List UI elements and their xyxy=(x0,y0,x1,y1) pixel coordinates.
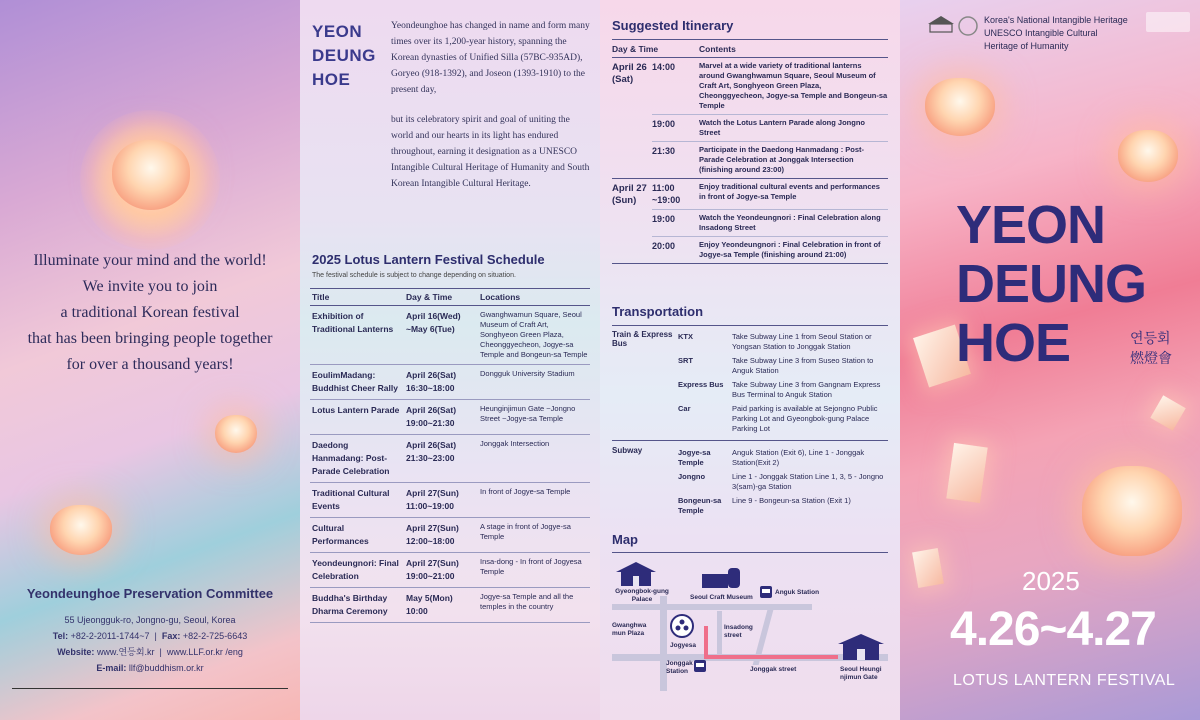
transport-title: Transportation xyxy=(612,304,704,319)
itinerary-row: 19:00 Watch the Lotus Lantern Parade along Jongno Street xyxy=(652,115,888,142)
table-row: Daedong Hanmadang: Post-Parade Celebration April 26(Sat) 21:30~23:00 Jonggak Intersection xyxy=(310,435,590,483)
transport-row: Jogye-sa Temple Anguk Station (Exit 6), Line 1 - Jonggak Station(Exit 2) xyxy=(678,448,865,467)
lotus-lantern-icon xyxy=(50,505,112,555)
festival-year: 2025 xyxy=(1022,566,1080,596)
map-label: Jonggak Station xyxy=(666,660,693,675)
website-link[interactable]: www.연등회.kr xyxy=(96,647,155,657)
korean-title: 연등회 燃燈會 xyxy=(1130,330,1172,366)
schedule-title: 2025 Lotus Lantern Festival Schedule xyxy=(312,252,545,267)
map-road xyxy=(717,611,722,656)
schedule-note: The festival schedule is subject to change depending on situation. xyxy=(312,272,516,279)
itinerary-title: Suggested Itinerary xyxy=(612,18,734,33)
festival-title: YEON DEUNG HOE xyxy=(956,195,1147,373)
day-label: April 27 (Sun) xyxy=(612,183,647,206)
festival-map[interactable] xyxy=(612,556,888,691)
map-road xyxy=(612,604,812,610)
day-label: April 26 (Sat) xyxy=(612,62,647,85)
subway-icon xyxy=(694,660,706,672)
sponsor-logo xyxy=(1146,12,1190,32)
transport-row: KTX Take Subway Line 1 from Seoul Station or Yongsan Station to Jonggak Station xyxy=(678,332,872,351)
divider xyxy=(612,39,888,40)
subway-icon xyxy=(760,586,772,598)
invitation-text: Illuminate your mind and the world! We invite you to join a traditional Korean festival that has been bringing people together for over a thousand years! xyxy=(27,252,273,373)
map-road xyxy=(660,596,667,691)
lotus-lantern-icon xyxy=(1118,130,1178,182)
festival-name: LOTUS LANTERN FESTIVAL xyxy=(953,672,1176,689)
transport-row: Bongeun-sa Temple Line 9 - Bongeun-sa Station (Exit 1) xyxy=(678,496,851,515)
schedule-table xyxy=(310,288,590,623)
parade-route xyxy=(708,655,838,659)
itinerary-row: 21:30 Participate in the Daedong Hanmadang : Post-Parade Celebration at Jonggak Intersection (finishing around 23:00) xyxy=(652,145,865,174)
lotus-lantern-icon xyxy=(1082,466,1182,556)
map-label: Seoul Craft Museum xyxy=(690,594,753,601)
table-row: Cultural Performances April 27(Sun) 12:00~18:00 A stage in front of Jogye-sa Temple xyxy=(310,518,590,553)
itinerary-table: Day & Time Contents April 26 (Sat) 14:00 Marvel at a wide variety of traditional lanterns around Gwanghwamun Square, Seoul Museum of Craft Art, Songhyeon Green Plaza, Cheonggyecheon, Jogye-sa Temple and Bongeun-sa Temple 19:00 Watch the Lotus Lantern Parade along Jongno Street 21:30 Participate in the Daedong Hanmadang : Post-Parade Celebration at Jonggak Intersection (finishing around 23:00) April 27 (Sun) 11:00 ~19:00 Enjoy traditional cultural events and performances in front of Jogye-sa Temple 19:00 Watch the Yeondeungnori : Final Celebration along Insadong Street 20:00 Enjoy Yeondeungnori : Final Celebration in front of Jogye-sa Temple (finishing around 21:00) xyxy=(612,44,888,264)
transport-row: Car Paid parking is available at Sejongno Public Parking Lot and Gyeongbok-gung Palace Parking Lot xyxy=(678,404,878,433)
festival-dates: 4.26~4.27 xyxy=(950,603,1156,656)
temple-icon xyxy=(670,614,694,638)
map-label: Anguk Station xyxy=(775,589,820,596)
itinerary-row: 11:00 ~19:00 Enjoy traditional cultural events and performances in front of Jogye-sa Temple xyxy=(652,179,888,210)
contact-info: 55 Ujeongguk-ro, Jongno-gu, Seoul, Korea Tel: +82-2-2011-1744~7 | Fax: +82-2-725-6643 Website: www.연등회.kr | www.LLF.or.kr /eng E-mail: llf@buddhism.or.kr xyxy=(52,615,248,673)
transport-table: Train & Express Bus KTX Take Subway Line 1 from Seoul Station or Yongsan Station to Jonggak Station SRT Take Subway Line 3 from Suseo Station to Anguk Station Express Bus Take Subway Line 3 from Gangnam Express Bus Terminal to Anguk Station Car Paid parking is available at Sejongno Public Parking Lot and Gyeongbok-gung Palace Parking Lot Subway Jogye-sa Temple Anguk Station (Exit 6), Line 1 - Jonggak Station(Exit 2) Jongno Line 1 - Jonggak Station Line 1, 3, 5 - Jongno 3(sam)-ga Station Bongeun-sa Temple Line 9 - Bongeun-sa Station (Exit 1) xyxy=(612,330,888,518)
intro-text: Yeondeunghoe has changed in name and form many times over its 1,200-year history, spanning the Korean dynasties of Unified Silla (57BC-935AD), Goryeo (918-1392), and Joseon (1393-1910) to the present day, but its celebratory spirit and goal of uniting the world and our hearts in its light has endured throughout, earning it designation as a UNESCO Intangible Cultural Heritage of Humanity and South Korean Intangible Cultural Heritage. xyxy=(391,21,590,189)
table-row: Lotus Lantern Parade April 26(Sat) 19:00~21:30 Heunginjimun Gate ~Jongno Street ~Jogye-sa Temple xyxy=(310,400,590,435)
map-label: Jogyesa xyxy=(670,642,697,649)
itinerary-row: 20:00 Enjoy Yeondeungnori : Final Celebration in front of Jogye-sa Temple (finishing around 21:00) xyxy=(652,240,881,259)
parade-route xyxy=(704,626,708,659)
map-label: Gyeongbok-gung Palace xyxy=(615,588,669,603)
panel-schedule xyxy=(300,0,600,720)
lotus-lantern-icon xyxy=(925,78,995,136)
table-row: EoulimMadang: Buddhist Cheer Rally April 26(Sat) 16:30~18:00 Dongguk University Stadium xyxy=(310,365,590,400)
committee-name: Yeondeunghoe Preservation Committee xyxy=(26,586,274,601)
palace-icon xyxy=(616,560,656,588)
table-row: Buddha's Birthday Dharma Ceremony May 5(Mon) 10:00 Jogye-sa Temple and all the temples in the country xyxy=(310,588,590,623)
itinerary-row: 14:00 Marvel at a wide variety of traditional lanterns around Gwanghwamun Square, Seoul Museum of Craft Art, Songhyeon Green Plaza, Cheonggyecheon, Jogye-sa Temple and Bongeun-sa Temple xyxy=(652,58,888,115)
unesco-icon xyxy=(926,14,978,44)
table-row: Exhibition of Traditional Lanterns April 16(Wed) ~May 6(Tue) Gwanghwamun Square, Seoul Museum of Craft Art, Songhyeon Green Plaza, Cheonggyecheon, Jogye-sa Temple and Bongeun-sa Temple xyxy=(310,306,590,365)
map-label: Insadong street xyxy=(724,624,753,639)
unesco-logo xyxy=(926,14,978,46)
col-header: Day & Time xyxy=(404,289,478,306)
divider xyxy=(612,552,888,553)
transport-row: Express Bus Take Subway Line 3 from Gangnam Express Bus Terminal to Anguk Station xyxy=(678,380,881,399)
map-label: Gwanghwa mun Plaza xyxy=(612,622,647,637)
email-link[interactable]: llf@buddhism.or.kr xyxy=(128,663,204,673)
lotus-lantern-icon xyxy=(215,415,257,453)
map-title: Map xyxy=(612,532,638,547)
itinerary-row: 19:00 Watch the Yeondeungnori : Final Celebration along Insadong Street xyxy=(652,210,888,237)
museum-icon xyxy=(702,566,740,588)
col-header: Title xyxy=(310,289,404,306)
map-label: Seoul Heungi njimun Gate xyxy=(840,666,882,681)
lotus-lantern-icon xyxy=(112,140,190,210)
divider xyxy=(612,325,888,326)
transport-row: SRT Take Subway Line 3 from Suseo Station to Anguk Station xyxy=(678,356,874,375)
panel-itinerary xyxy=(600,0,900,720)
website-link[interactable]: www.LLF.or.kr /eng xyxy=(166,647,243,657)
divider xyxy=(12,688,288,689)
col-header: Locations xyxy=(478,289,590,306)
table-row: Traditional Cultural Events April 27(Sun) 11:00~19:00 In front of Jogye-sa Temple xyxy=(310,483,590,518)
lantern-cube-icon xyxy=(912,548,944,588)
map-label: Jonggak street xyxy=(750,666,797,673)
transport-row: Jongno Line 1 - Jonggak Station Line 1, 3, 5 - Jongno 3(sam)-ga Station xyxy=(678,472,884,491)
gate-icon xyxy=(838,632,884,662)
heritage-text: Korea's National Intangible Heritage UNESCO Intangible Cultural Heritage of Humanity xyxy=(984,15,1128,51)
table-row: Yeondeungnori: Final Celebration April 27(Sun) 19:00~21:00 Insa-dong - In front of Jogyesa Temple xyxy=(310,553,590,588)
panel-invitation xyxy=(0,0,300,720)
lantern-cube-icon xyxy=(1150,395,1186,431)
panel-title: YEON DEUNG HOE xyxy=(312,22,376,89)
lantern-cube-icon xyxy=(946,443,987,503)
